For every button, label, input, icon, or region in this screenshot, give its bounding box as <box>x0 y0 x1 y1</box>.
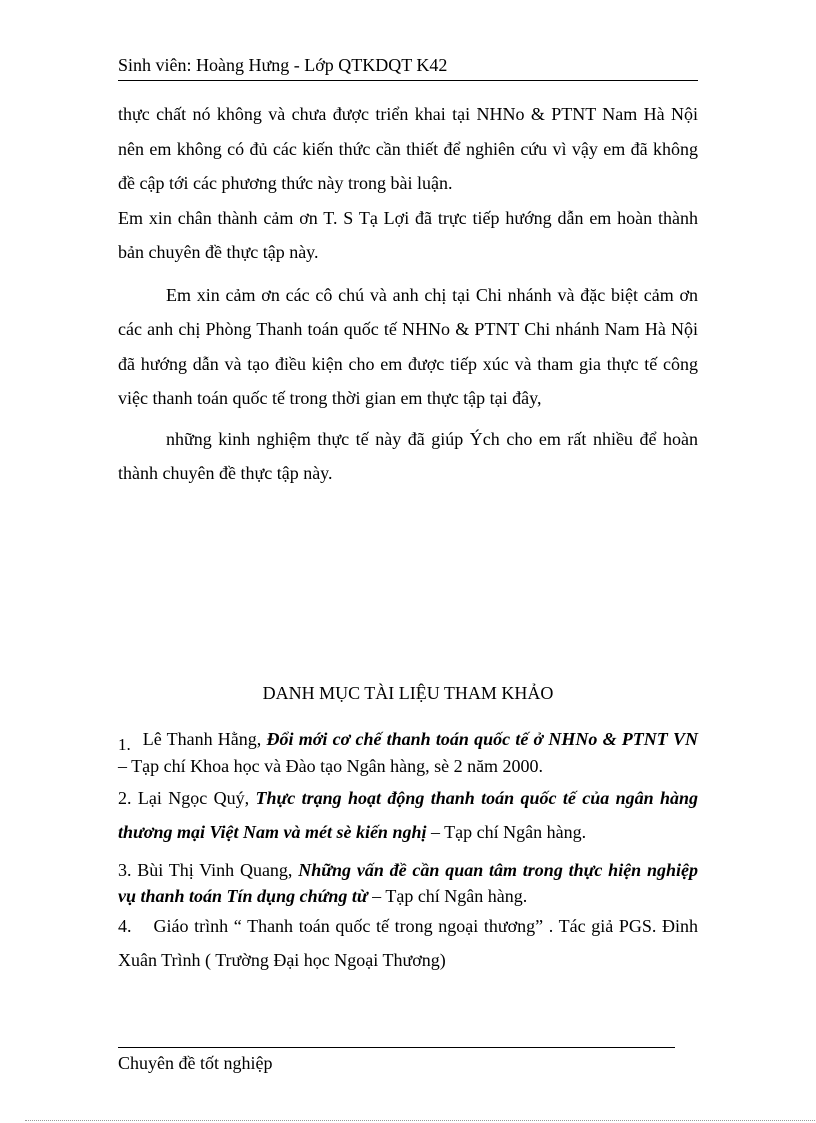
reference-source: – Tạp chí Ngân hàng. <box>426 822 587 842</box>
reference-item <box>118 857 698 909</box>
reference-number: 4. <box>118 916 132 936</box>
body-text <box>118 97 698 491</box>
footer-divider <box>118 1047 675 1048</box>
reference-item <box>118 726 698 779</box>
paragraph-3: Em xin cảm ơn các cô chú và anh chị tại Chi nhánh và đặc biệt cảm ơn các anh chị Phòng Thanh toán quốc tế NHNo & PTNT Chi nhánh Nam Hà Nội đã hướng dẫn và tạo điều kiện cho em được tiếp xúc và tham gia thực tế công việc thanh toán quốc tế trong thời gian em thực tập tại đây, <box>118 284 698 408</box>
reference-item <box>118 909 698 977</box>
reference-author: Bùi Thị Vinh Quang, <box>137 860 299 880</box>
references-list <box>118 726 698 977</box>
reference-number: 3. <box>118 860 132 880</box>
paragraph-1: thực chất nó không và chưa được triển khai tại NHNo & PTNT Nam Hà Nội nên em không có đủ các kiến thức cần thiết để nghiên cứu vì vậy em đã không đề cập tới các phương thức này trong bài luận. <box>118 104 698 193</box>
reference-source: – Tạp chí Khoa học và Đào tạo Ngân hàng, sè 2 năm 2000. <box>118 756 544 776</box>
reference-work: Đổi mới cơ chế thanh toán quốc tế ở NHNo & PTNT VN <box>266 729 698 749</box>
page-bottom-border <box>25 1120 815 1121</box>
reference-author: Lại Ngọc Quý, <box>137 788 256 808</box>
page-header: Sinh viên: Hoàng Hưng - Lớp QTKDQT K42 <box>118 52 698 81</box>
references-title: DANH MỤC TÀI LIỆU THAM KHẢO <box>262 683 554 703</box>
reference-work: Những vấn đề cần quan tâm trong thực hiện nghiệp vụ thanh toán Tín dụng chứng từ <box>118 860 698 906</box>
paragraph-2: Em xin chân thành cảm ơn T. S Tạ Lợi đã trực tiếp hướng dẫn em hoàn thành bản chuyên đề thực tập này. <box>118 207 698 262</box>
reference-author: Lê Thanh Hằng, <box>142 729 267 749</box>
reference-item <box>118 781 698 849</box>
page-footer: Chuyên đề tốt nghiệp <box>118 1053 273 1073</box>
reference-source: – Tạp chí Ngân hàng. <box>367 886 528 906</box>
reference-number: 2. <box>118 788 132 808</box>
reference-text: Giáo trình “ Thanh toán quốc tế trong ngoại thương” . Tác giả PGS. Đinh Xuân Trình ( Trường Đại học Ngoại Thương) <box>118 916 698 970</box>
reference-number: 1. <box>118 735 131 754</box>
reference-work: Thực trạng hoạt động thanh toán quốc tế của ngân hàng thương mại Việt Nam và mét sè kiến nghị <box>118 788 698 842</box>
paragraph-4: những kinh nghiệm thực tế này đã giúp Ých cho em rất nhiều để hoàn thành chuyên đề thực tập này. <box>118 428 698 483</box>
